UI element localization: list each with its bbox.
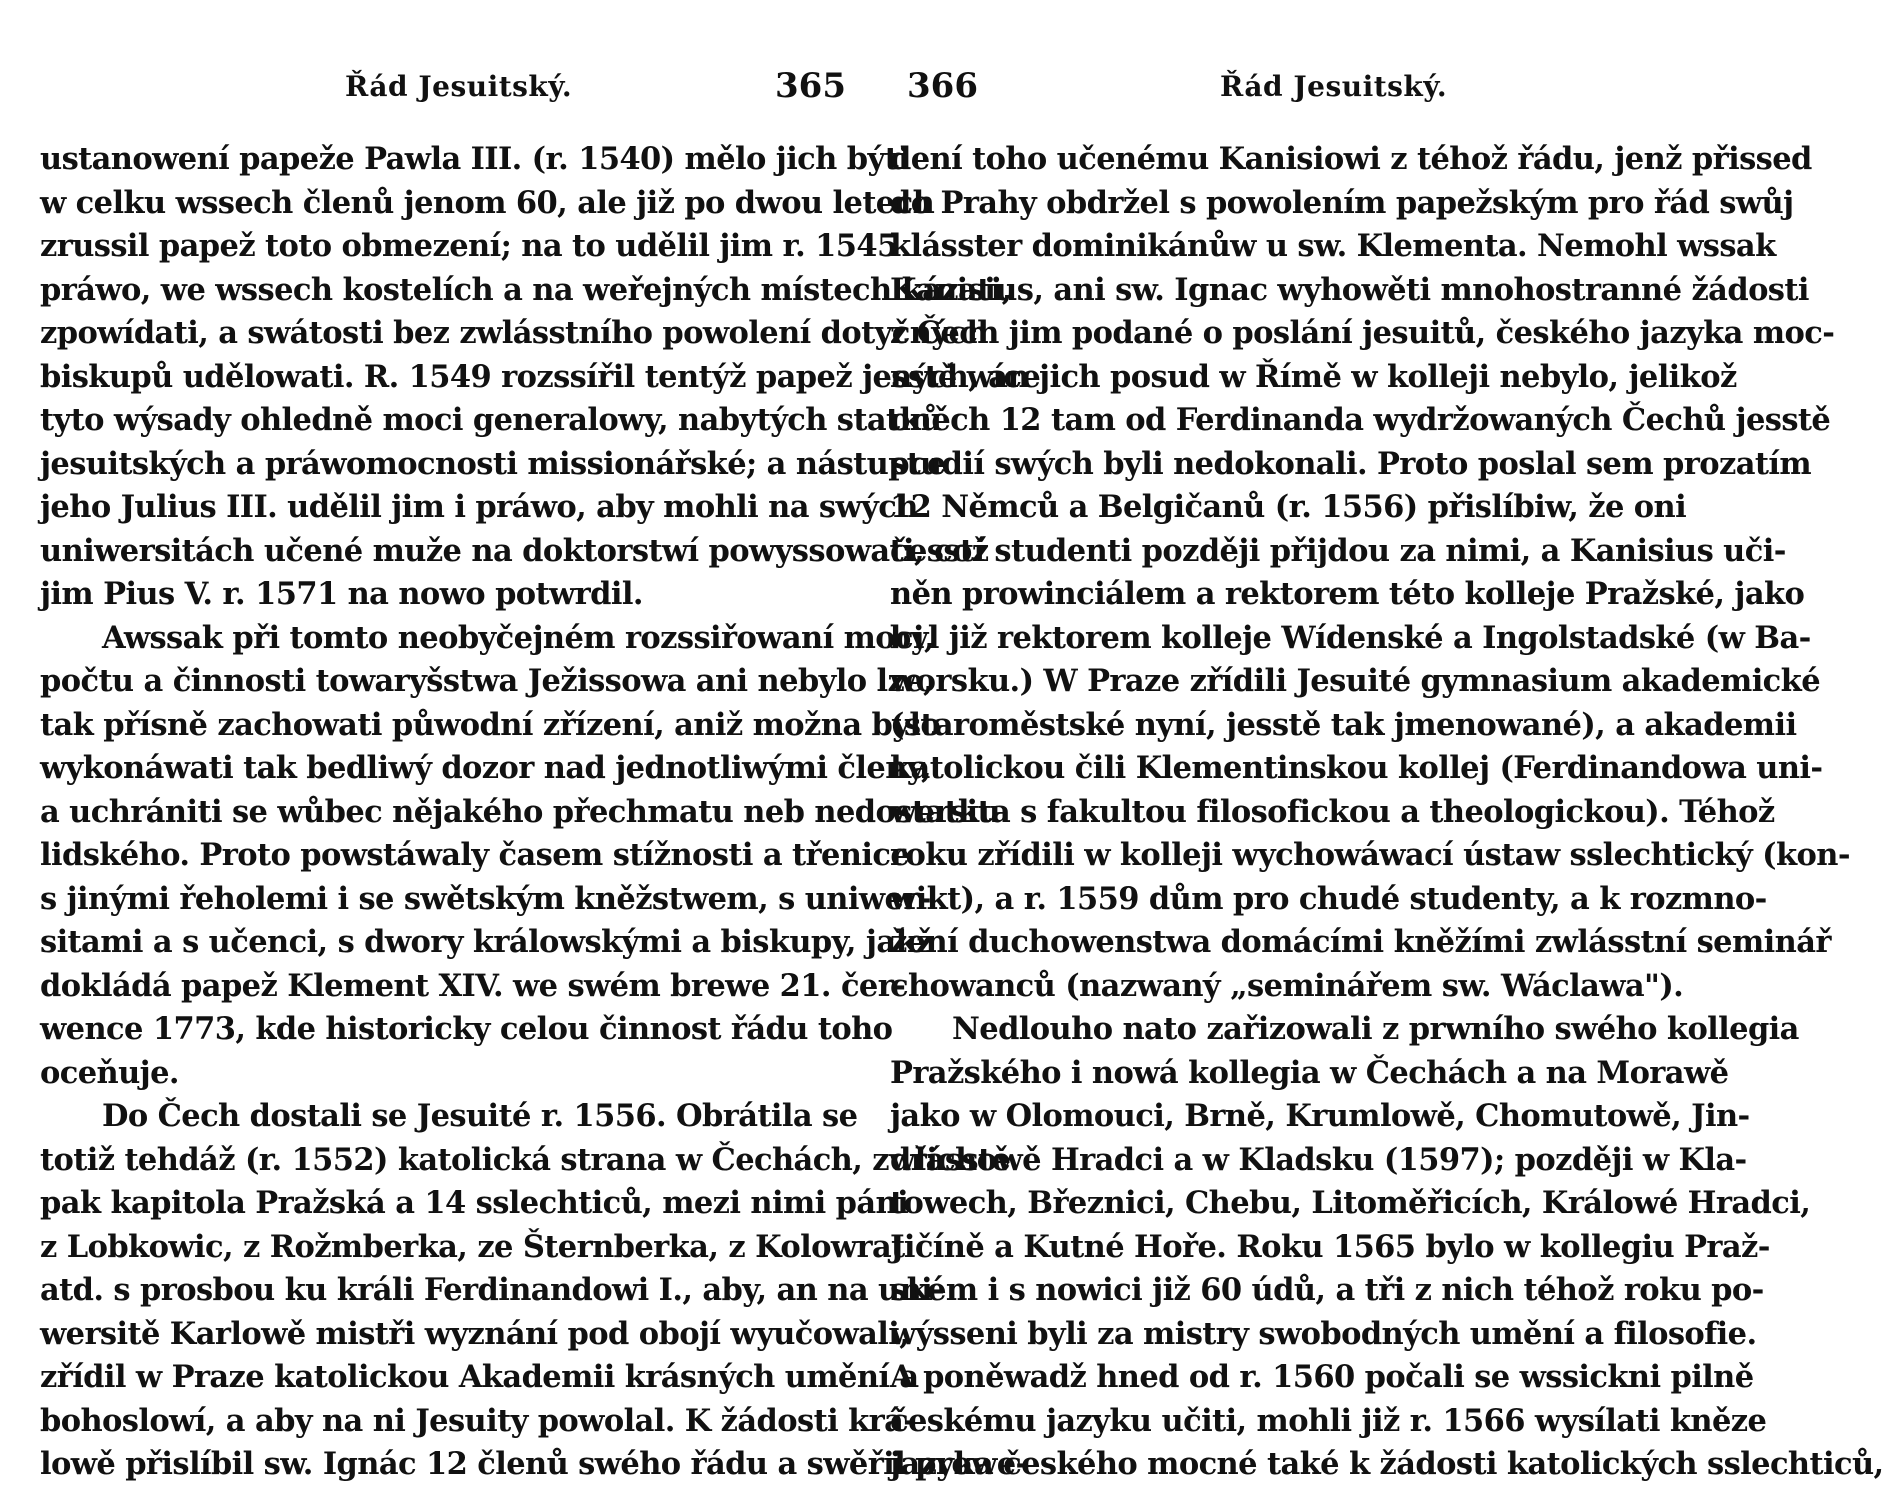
text-line: česstí studenti později přijdou za nimi, a Kanisius uči- (890, 532, 1786, 569)
text-line: z Lobkowic, z Rožmberka, ze Šternberka, z Kolowrat (40, 1228, 905, 1265)
text-line: a uchrániti se wůbec nějakého přechmatu neb nedostatku (40, 793, 1001, 830)
text-line: zrussil papež toto obmezení; na to udělil jim r. 1545 (40, 228, 898, 264)
text-line: jim Pius V. r. 1571 na nowo potwrdil. (40, 576, 643, 612)
text-line: totiž tehdáž (r. 1552) katolická strana w Čechách, zwlásstě (40, 1141, 1011, 1178)
text-line: něn prowinciálem a rektorem této kolleje Pražské, jako (890, 576, 1805, 612)
text-line: katolickou čili Klementinskou kollej (Ferdinandowa uni- (890, 750, 1823, 786)
text-line: ském i s nowici již 60 údů, a tři z nich téhož roku po- (890, 1272, 1764, 1308)
running-title: Řád Jesuitský. (1220, 70, 1448, 103)
text-line: bohoslowí, a aby na ni Jesuity powolal. K žádosti krá- (40, 1402, 916, 1439)
text-line: tyto wýsady ohledně moci generalowy, nabytých statků (40, 402, 942, 438)
text-line: do Prahy obdržel s powolením papežským pro řád swůj (890, 184, 1794, 221)
text-line: Jičíně a Kutné Hoře. Roku 1565 bylo w kollegiu Praž- (890, 1228, 1770, 1265)
text-line: ných, an jich posud w Římě w kolleji nebylo, jelikož (890, 358, 1737, 395)
right-page-text (890, 138, 1884, 1487)
text-line: chowanců (nazwaný „seminářem sw. Wáclawa"). (890, 967, 1684, 1004)
text-line: roku zřídili w kolleji wychowáwací ústaw sslechtický (kon- (890, 837, 1850, 873)
text-line: s jinými řeholemi i se swětským kněžstwem, s uniwer- (40, 880, 931, 917)
page-number: 366 (907, 66, 978, 106)
text-line: dřichowě Hradci a w Kladsku (1597); později w Kla- (890, 1141, 1747, 1178)
text-line: sitami a s učenci, s dwory králowskými a biskupy, jakž (40, 924, 933, 960)
text-line: wykonáwati tak bedliwý dozor nad jednotliwými členy, (40, 750, 931, 786)
text-line: worsku.) W Praze zřídili Jesuité gymnasium akademické (890, 663, 1820, 699)
text-line: klásster dominikánůw u sw. Klementa. Nemohl wssak (890, 228, 1776, 264)
text-line: byl již rektorem kolleje Wídenské a Ingolstadské (w Ba- (890, 619, 1811, 656)
right-page-header (890, 60, 1710, 120)
text-line: jazyka českého mocné také k žádosti katolických sslechticů, (890, 1446, 1884, 1482)
text-line: atd. s prosbou ku králi Ferdinandowi I., aby, an na uni- (40, 1272, 945, 1308)
right-page (890, 60, 1884, 1487)
text-line: oceňuje. (40, 1054, 179, 1091)
text-line: oněch 12 tam od Ferdinanda wydržowaných Čechů jesstě (890, 402, 1831, 438)
text-line: studií swých byli nedokonali. Proto poslal sem prozatím (890, 445, 1812, 482)
text-line: počtu a činnosti towaryšstwa Ježissowa ani nebylo lze, (40, 663, 934, 699)
text-line: 12 Němců a Belgičanů (r. 1556) přislíbiw, že oni (890, 489, 1687, 525)
paragraph-start-line: Do Čech dostali se Jesuité r. 1556. Obrátila se (102, 1098, 858, 1134)
page-number: 365 (775, 66, 846, 106)
text-line: lidského. Proto powstáwaly časem stížnosti a třenice (40, 837, 910, 873)
paragraph-start-line: Awssak při tomto neobyčejném rozssiřowaní moci, (102, 619, 935, 656)
text-line: dokládá papež Klement XIV. we swém brewe 21. čer- (40, 967, 906, 1004)
text-line: wikt), a r. 1559 dům pro chudé studenty, a k rozmno- (890, 880, 1767, 917)
text-line: (staroměstské nyní, jesstě tak jmenowané), a akademii (890, 706, 1797, 743)
left-page-text (40, 138, 1041, 1487)
running-title: Řád Jesuitský. (345, 70, 573, 103)
text-line: pak kapitola Pražská a 14 sslechticů, mezi nimi páni (40, 1185, 909, 1221)
text-line: lowě přislíbil sw. Ignác 12 členů swého řádu a swěřil prowe- (40, 1446, 1028, 1482)
text-line: českému jazyku učiti, mohli již r. 1566 wysílati kněze (890, 1402, 1767, 1439)
text-line: žení duchowenstwa domácími kněžími zwlásstní seminář (890, 924, 1831, 960)
text-line: práwo, we wssech kostelích a na weřejných místech kázati, (40, 271, 1012, 308)
text-line: zřídil w Praze katolickou Akademii krásných umění a (40, 1359, 919, 1395)
text-line: Kanisius, ani sw. Ignac wyhowěti mnohostranné žádosti (890, 271, 1809, 308)
text-line: wersita s fakultou filosofickou a theologickou). Téhož (890, 793, 1775, 830)
text-line: wýsseni byli za mistry swobodných umění a filosofie. (890, 1315, 1757, 1352)
text-line: z Čech jim podané o poslání jesuitů, českého jazyka moc- (890, 315, 1835, 351)
text-line: jeho Julius III. udělil jim i práwo, aby mohli na swých (40, 489, 918, 525)
text-line: uniwersitách učené muže na doktorstwí powyssowati, což (40, 532, 989, 569)
paragraph-start-line: Nedlouho nato zařizowali z prwního swého kollegia (952, 1011, 1799, 1047)
text-line: zpowídati, a swátosti bez zwlásstního powolení dotyčných (40, 315, 988, 351)
text-line: dení toho učenému Kanisiowi z téhož řádu, jenž přissed (890, 141, 1812, 177)
text-line: w celku wssech členů jenom 60, ale již po dwou letech (40, 184, 935, 221)
text-line: jesuitských a práwomocnosti missionářské; a nástupce (40, 445, 946, 482)
text-line: wence 1773, kde historicky celou činnost řádu toho (40, 1011, 893, 1047)
text-line: ustanowení papeže Pawla III. (r. 1540) mělo jich býti (40, 141, 910, 177)
text-line: biskupů udělowati. R. 1549 rozssířil tentýž papež jesstě wíce (40, 358, 1041, 395)
text-line: towech, Březnici, Chebu, Litoměřicích, Králowé Hradci, (890, 1185, 1811, 1221)
text-line: jako w Olomouci, Brně, Krumlowě, Chomutowě, Jin- (890, 1098, 1750, 1134)
text-line: Pražského i nowá kollegia w Čechách a na Morawě (890, 1054, 1729, 1091)
left-page-header (40, 60, 860, 120)
text-line: wersitě Karlowě mistři wyznání pod obojí wyučowali, (40, 1315, 910, 1352)
text-line: tak přísně zachowati půwodní zřízení, aniž možna bylo (40, 706, 941, 743)
text-line: A poněwadž hned od r. 1560 počali se wssickni pilně (890, 1359, 1754, 1395)
